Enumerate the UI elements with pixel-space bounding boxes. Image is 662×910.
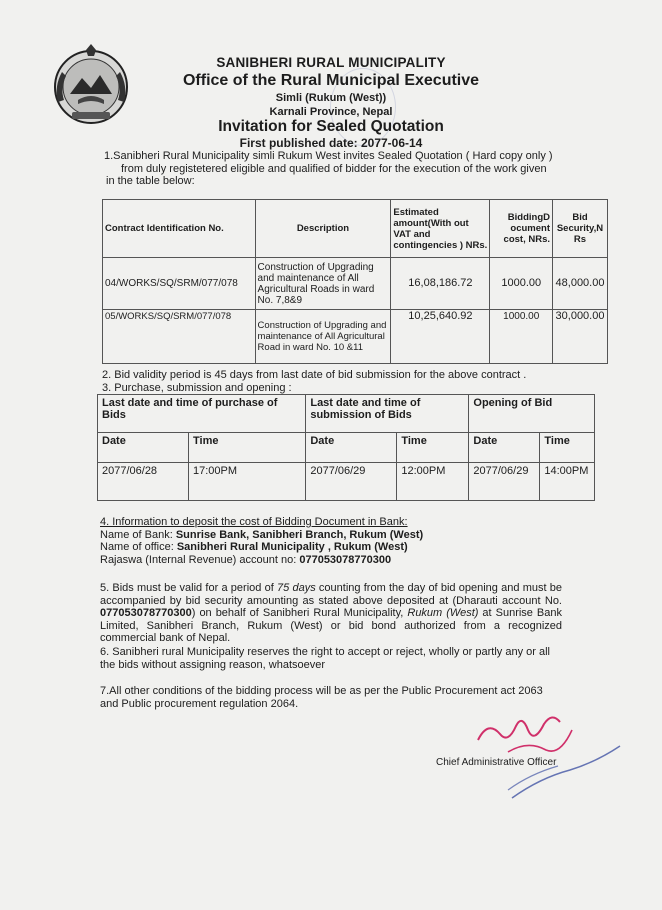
col-header-estimated-amount: Estimated amount(With out VAT and contingencies ) NRs. xyxy=(391,200,490,258)
schedule-table xyxy=(97,394,595,501)
conditions-paragraph: 7.All other conditions of the bidding process will be as per the Public Procurement act 2063 and Public procurement regulation 2064. xyxy=(100,685,543,710)
rights-paragraph: 6. Sanibheri rural Municipality reserves the right to accept or reject, wholly or partly any or all the bids without assigning reason, whatsoever xyxy=(100,646,550,671)
office-label: Name of office: xyxy=(100,541,177,553)
contract-id: 04/WORKS/SQ/SRM/077/078 xyxy=(103,258,256,310)
intro-paragraph xyxy=(104,150,574,188)
submission-time: 12:00PM xyxy=(397,463,469,501)
signatory-title: Chief Administrative Officer xyxy=(436,757,557,768)
col-header-document-cost: BiddingD ocument cost, NRs. xyxy=(490,200,553,258)
para-5-text: 5. Bids must be valid for a period of xyxy=(100,582,277,594)
account-number: 077053078770300 xyxy=(299,553,392,566)
table-row xyxy=(103,258,608,310)
col-header-bid-security: Bid Security,N Rs xyxy=(553,200,608,258)
purchase-header: Last date and time of purchase of Bids xyxy=(98,395,306,433)
bank-info-paragraph xyxy=(100,516,570,566)
submission-date-label: Date xyxy=(306,433,397,463)
purchase-date-label: Date xyxy=(98,433,189,463)
col-header-contract-id: Contract Identification No. xyxy=(103,200,256,258)
schedule-values-row xyxy=(98,463,595,501)
purchase-time-label: Time xyxy=(189,433,306,463)
opening-time-label: Time xyxy=(540,433,595,463)
estimated-amount: 10,25,640.92 xyxy=(391,310,490,364)
intro-line-3: in the table below: xyxy=(106,175,195,187)
official-seal-icon xyxy=(500,738,630,808)
submission-header: Last date and time of submission of Bids xyxy=(306,395,469,433)
para-3: 3. Purchase, submission and opening : xyxy=(102,381,292,394)
opening-date-label: Date xyxy=(469,433,540,463)
table-row xyxy=(103,310,608,364)
office-name: Office of the Rural Municipal Executive xyxy=(182,72,480,89)
document-cost: 1000.00 xyxy=(490,310,553,364)
schedule-header-row xyxy=(98,395,595,433)
municipality-name: SANIBHERI RURAL MUNICIPALITY xyxy=(216,55,446,70)
submission-date: 2077/06/29 xyxy=(306,463,397,501)
intro-line-2: from duly registetered eligible and qualified of bidder for the execution of the work given xyxy=(121,162,547,175)
address-line-2: Karnali Province, Nepal xyxy=(269,106,393,118)
contract-description: Construction of Upgrading and maintenance of All Agricultural Road in ward No. 10 &11 xyxy=(255,310,391,364)
bid-security: 48,000.00 xyxy=(553,258,608,310)
notice-title: Invitation for Sealed Quotation xyxy=(218,118,444,135)
published-date: First published date: 2077-06-14 xyxy=(239,136,423,150)
address-line-1: Simli (Rukum (West)) xyxy=(275,92,387,104)
bid-validity-paragraph xyxy=(102,369,572,394)
location-italic: Rukum (West) xyxy=(407,607,479,619)
document-cost: 1000.00 xyxy=(490,258,553,310)
para-2: 2. Bid validity period is 45 days from last date of bid submission for the above contract . xyxy=(102,369,527,381)
para-5-text: at Sunrise Bank Limited, Sanibheri Branch, Rukum (West) or bid bond authorized from a recognized commercial bank of Nepal. xyxy=(100,607,563,644)
office-value: Sanibheri Rural Municipality , Rukum (West) xyxy=(176,541,408,553)
opening-header: Opening of Bid xyxy=(469,395,595,433)
purchase-time: 17:00PM xyxy=(189,463,306,501)
bid-security: 30,000.00 xyxy=(553,310,608,364)
schedule-subheader-row xyxy=(98,433,595,463)
account-label: Rajaswa (Internal Revenue) account no: xyxy=(100,553,300,566)
purchase-date: 2077/06/28 xyxy=(98,463,189,501)
contract-id: 05/WORKS/SQ/SRM/077/078 xyxy=(103,310,256,364)
opening-time: 14:00PM xyxy=(540,463,595,501)
intro-line-1: 1.Sanibheri Rural Municipality simli Rukum West invites Sealed Quotation ( Hard copy only ) xyxy=(104,150,553,162)
contract-description: Construction of Upgrading and maintenance of All Agricultural Roads in ward No. 7,8&9 xyxy=(255,258,391,310)
table-header-row xyxy=(103,200,608,258)
bank-info-title: 4. Information to deposit the cost of Bidding Document in Bank: xyxy=(100,516,408,528)
submission-time-label: Time xyxy=(397,433,469,463)
opening-date: 2077/06/29 xyxy=(469,463,540,501)
estimated-amount: 16,08,186.72 xyxy=(391,258,490,310)
bank-label: Name of Bank: xyxy=(100,528,176,541)
para-5-text: counting from the day of bid opening and must be accompanied by bid security amounting as stated above deposited at (Dharauti account No. xyxy=(100,582,562,607)
col-header-description: Description xyxy=(255,200,391,258)
dharauti-account: 077053078770300 xyxy=(100,607,192,619)
contracts-table xyxy=(102,199,608,364)
bank-name: Sunrise Bank, Sanibheri Branch, Rukum (West) xyxy=(175,528,424,541)
para-5-text: ) on behalf of Sanibheri Rural Municipality, xyxy=(191,607,408,619)
bid-security-paragraph xyxy=(100,582,562,645)
validity-days: 75 days xyxy=(277,582,316,594)
